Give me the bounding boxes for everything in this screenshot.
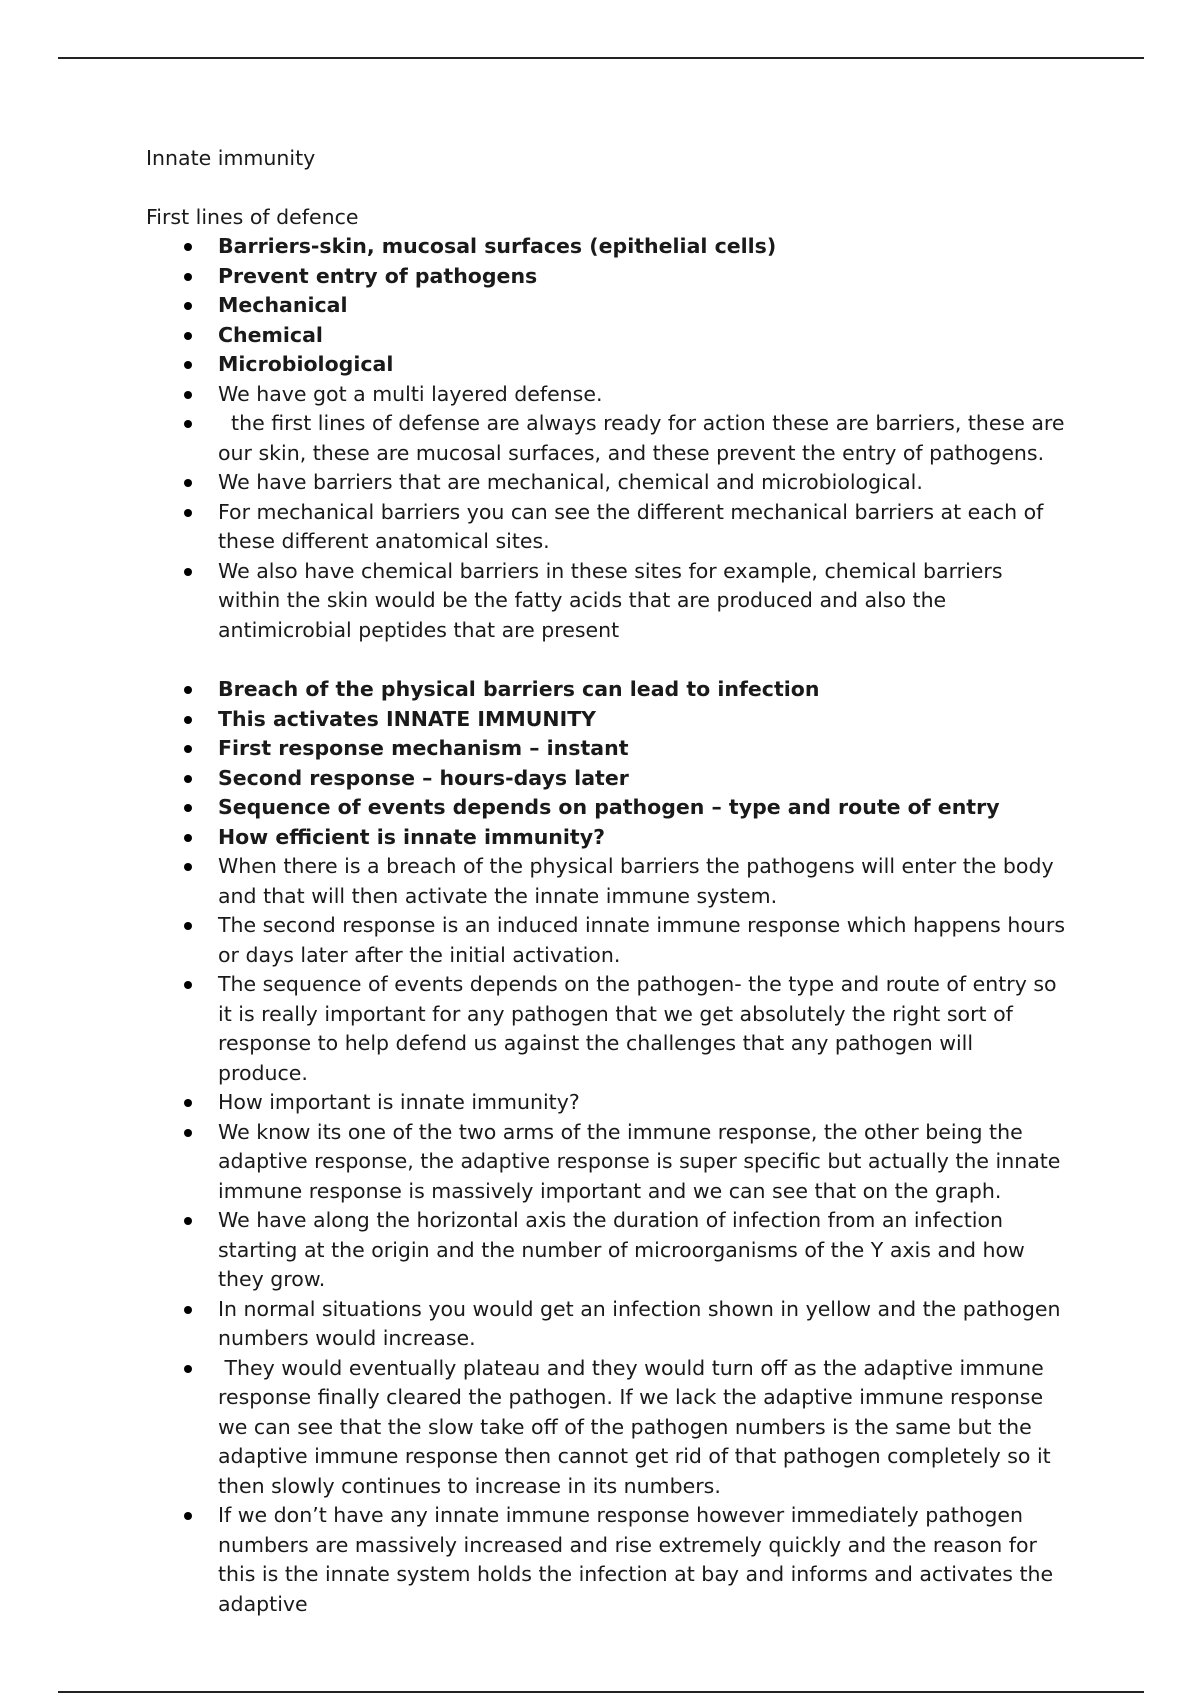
list-item: How important is innate immunity? [146, 1088, 1066, 1118]
list-item: Chemical [146, 321, 1066, 351]
list-item: The sequence of events depends on the pathogen- the type and route of entry so it is really important for any pathogen that we get absolutely the right sort of response to help defend us against the challenges that any pathogen will produce. [146, 970, 1066, 1088]
list-item: In normal situations you would get an infection shown in yellow and the pathogen numbers would increase. [146, 1295, 1066, 1354]
bullet-list-first-lines [146, 232, 1072, 645]
list-item: Second response – hours-days later [146, 764, 1066, 794]
list-item: We have along the horizontal axis the duration of infection from an infection starting at the origin and the number of microorganisms of the Y axis and how they grow. [146, 1206, 1066, 1295]
list-item: Barriers-skin, mucosal surfaces (epithelial cells) [146, 232, 1066, 262]
header-rule [58, 57, 1144, 59]
document-title: Innate immunity [146, 146, 316, 170]
list-item: We have barriers that are mechanical, chemical and microbiological. [146, 468, 1066, 498]
list-item: How efficient is innate immunity? [146, 823, 1066, 853]
list-item: We know its one of the two arms of the immune response, the other being the adaptive response, the adaptive response is super specific but actually the innate immune response is massively important and we can see that on the graph. [146, 1118, 1066, 1207]
list-item: For mechanical barriers you can see the different mechanical barriers at each of these different anatomical sites. [146, 498, 1066, 557]
list-item: Sequence of events depends on pathogen – type and route of entry [146, 793, 1066, 823]
list-item: Prevent entry of pathogens [146, 262, 1066, 292]
list-item: If we don’t have any innate immune response however immediately pathogen numbers are massively increased and rise extremely quickly and the reason for this is the innate system holds the infection at bay and informs and activates the adaptive [146, 1501, 1066, 1619]
list-item: Microbiological [146, 350, 1066, 380]
document-body [146, 144, 1072, 1619]
bullet-list-innate-response [146, 675, 1066, 1619]
list-item: First response mechanism – instant [146, 734, 1066, 764]
list-item: Mechanical [146, 291, 1066, 321]
list-item: Breach of the physical barriers can lead to infection [146, 675, 1066, 705]
list-item: the first lines of defense are always ready for action these are barriers, these are our skin, these are mucosal surfaces, and these prevent the entry of pathogens. [146, 409, 1066, 468]
footer-rule [58, 1691, 1144, 1693]
list-item: They would eventually plateau and they would turn off as the adaptive immune response finally cleared the pathogen. If we lack the adaptive immune response we can see that the slow take off of the pathogen numbers is the same but the adaptive immune response then cannot get rid of that pathogen completely so it then slowly continues to increase in its numbers. [146, 1354, 1066, 1502]
list-item: We also have chemical barriers in these sites for example, chemical barriers within the skin would be the fatty acids that are produced and also the antimicrobial peptides that are present [146, 557, 1066, 646]
list-item: This activates INNATE IMMUNITY [146, 705, 1066, 735]
list-item: The second response is an induced innate immune response which happens hours or days later after the initial activation. [146, 911, 1066, 970]
list-item: When there is a breach of the physical barriers the pathogens will enter the body and that will then activate the innate immune system. [146, 852, 1066, 911]
paragraph-gap [146, 645, 1066, 675]
section-heading: First lines of defence [146, 204, 359, 229]
list-item: We have got a multi layered defense. [146, 380, 1066, 410]
